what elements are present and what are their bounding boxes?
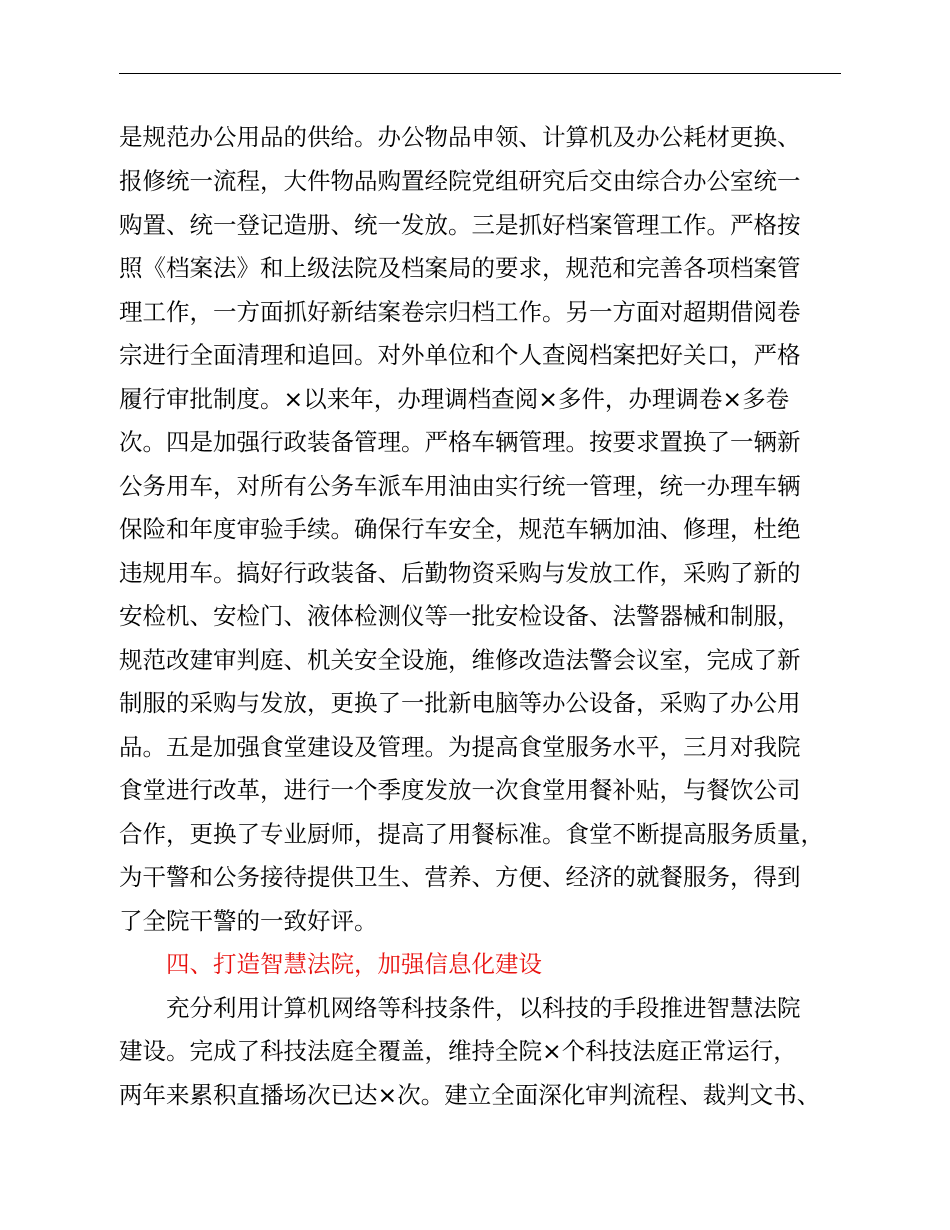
body-text-line: 两年来累积直播场次已达×次。建立全面深化审判流程、裁判文书、 (119, 1081, 821, 1109)
body-text-line: 规范改建审判庭、机关安全设施，维修改造法警会议室，完成了新 (119, 646, 801, 674)
body-text-line: 公务用车，对所有公务车派车用油由实行统一管理，统一办理车辆 (119, 472, 801, 500)
body-text-line: 次。四是加强行政装备管理。严格车辆管理。按要求置换了一辆新 (119, 428, 801, 456)
body-text-line: 品。五是加强食堂建设及管理。为提高食堂服务水平，三月对我院 (119, 733, 801, 761)
body-text-line: 购置、统一登记造册、统一发放。三是抓好档案管理工作。严格按 (119, 211, 801, 239)
section-heading: 四、打造智慧法院，加强信息化建设 (166, 950, 542, 978)
body-text-line: 充分利用计算机网络等科技条件，以科技的手段推进智慧法院 (166, 994, 801, 1022)
body-text-line: 食堂进行改革，进行一个季度发放一次食堂用餐补贴，与餐饮公司 (119, 776, 801, 804)
body-text-line: 宗进行全面清理和追回。对外单位和个人查阅档案把好关口，严格 (119, 341, 801, 369)
body-text-line: 制服的采购与发放，更换了一批新电脑等办公设备，采购了办公用 (119, 689, 801, 717)
body-text-line: 是规范办公用品的供给。办公物品申领、计算机及办公耗材更换、 (119, 123, 801, 151)
body-text-line: 照《档案法》和上级法院及档案局的要求，规范和完善各项档案管 (119, 254, 801, 282)
body-text-line: 保险和年度审验手续。确保行车安全，规范车辆加油、修理，杜绝 (119, 515, 801, 543)
body-text-line: 建设。完成了科技法庭全覆盖，维持全院×个科技法庭正常运行， (119, 1037, 797, 1065)
body-text-line: 合作，更换了专业厨师，提高了用餐标准。食堂不断提高服务质量， (119, 820, 824, 848)
body-text-line: 违规用车。搞好行政装备、后勤物资采购与发放工作，采购了新的 (119, 559, 801, 587)
header-rule (119, 73, 841, 74)
body-text-line: 履行审批制度。×以来年，办理调档查阅×多件，办理调卷×多卷 (119, 385, 790, 413)
body-text-line: 安检机、安检门、液体检测仪等一批安检设备、法警器械和制服， (119, 602, 801, 630)
body-text-line: 理工作，一方面抓好新结案卷宗归档工作。另一方面对超期借阅卷 (119, 298, 801, 326)
body-text-line: 为干警和公务接待提供卫生、营养、方便、经济的就餐服务，得到 (119, 863, 801, 891)
body-text-line: 报修统一流程，大件物品购置经院党组研究后交由综合办公室统一 (119, 167, 801, 195)
body-text-line: 了全院干警的一致好评。 (119, 907, 378, 935)
